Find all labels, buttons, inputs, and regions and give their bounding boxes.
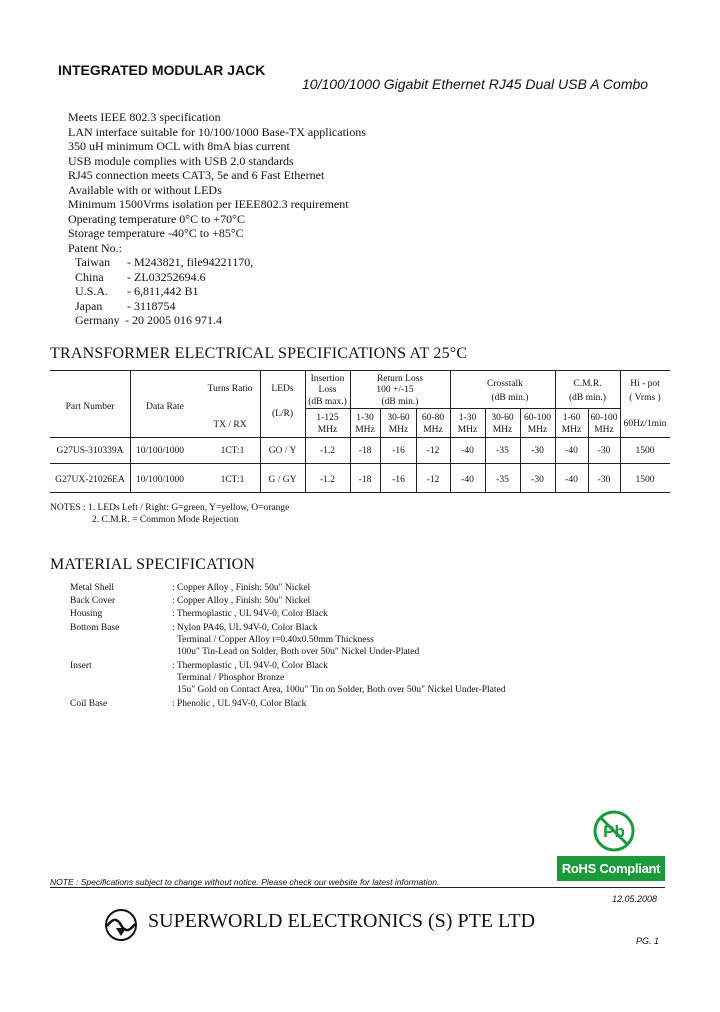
material-name: Insert [70, 661, 92, 671]
rohs-label: RoHS Compliant [557, 856, 665, 881]
header-freq: 1-30 [356, 413, 374, 423]
header-lr: (L/R) [271, 409, 294, 419]
table-rule [50, 437, 670, 438]
header-freq: MHz [594, 425, 614, 435]
material-name: Bottom Base [70, 623, 120, 633]
pb-free-icon [556, 806, 666, 856]
document-subtitle: 10/100/1000 Gigabit Ethernet RJ45 Dual USB A Combo [302, 76, 649, 92]
patent-country: Japan [75, 298, 103, 313]
pb-symbol: Pb [603, 822, 625, 841]
cell-il: -1.2 [319, 446, 336, 456]
cell-hipot: 1500 [635, 475, 655, 485]
table-note: NOTES : 1. LEDs Left / Right: G=green, Y=yellow, O=orange [50, 503, 290, 513]
transformer-section-title: TRANSFORMER ELECTRICAL SPECIFICATIONS AT 25°C [50, 345, 468, 362]
header-freq: 1-30 [458, 413, 477, 423]
material-desc: 100u" Tin-Lead on Solder, Both over 50u" Nickel Under-Plated [177, 647, 420, 657]
material-name: Housing [70, 609, 103, 619]
material-desc: 15u" Gold on Contact Area, 100u" Tin on Solder, Both over 50u" Nickel Under-Plated [177, 685, 506, 695]
cell-cmr: -40 [565, 475, 578, 485]
feature-item: USB module complies with USB 2.0 standards [68, 153, 294, 168]
header-cmr: (dB min.) [569, 393, 606, 403]
header-freq: MHz [561, 425, 582, 435]
table-rule [50, 370, 670, 371]
footer-rule [50, 887, 665, 888]
cell-cmr: -40 [565, 446, 578, 456]
feature-item: 350 uH minimum OCL with 8mA bias current [68, 139, 290, 153]
cell-ct: -30 [531, 446, 544, 456]
cell-ratio: 1CT:1 [220, 446, 245, 456]
header-freq: 60-100 [590, 413, 618, 423]
table-rule [50, 463, 670, 464]
material-desc: Terminal / Phosphor Bronze [177, 673, 285, 683]
patent-number: - ZL03252694.6 [127, 269, 206, 284]
header-freq: MHz [355, 425, 375, 435]
header-freq: 60-80 [421, 413, 445, 423]
header-hipot-freq: 60Hz/1min [623, 419, 667, 429]
material-name: Back Cover [70, 596, 116, 606]
header-freq: 30-60 [387, 413, 410, 423]
feature-item: Minimum 1500Vrms isolation per IEEE802.3 requirement [68, 197, 349, 211]
document-title: INTEGRATED MODULAR JACK [58, 62, 266, 78]
header-hipot: ( Vrms ) [629, 393, 661, 403]
cell-leds: GO / Y [268, 446, 297, 456]
table-rule [480, 408, 620, 409]
cell-rl: -12 [426, 475, 440, 485]
header-tx-rx: TX / RX [213, 420, 247, 430]
header-return-loss: Return Loss [376, 374, 424, 384]
cell-rl: -18 [358, 475, 372, 485]
header-crosstalk: (dB min.) [491, 393, 529, 403]
header-return-loss: 100 +/-15 [376, 385, 414, 395]
header-freq: MHz [457, 425, 478, 435]
cell-rate: 10/100/1000 [135, 446, 185, 456]
material-desc: Terminal / Copper Alloy t=0.40x0.50mm Thickness [177, 635, 374, 645]
header-freq: 30-60 [491, 413, 514, 423]
cell-il: -1.2 [319, 475, 336, 485]
cell-ct: -40 [461, 446, 474, 456]
material-desc: : Copper Alloy , Finish: 50u" Nickel [172, 583, 311, 593]
cell-cmr: -30 [597, 475, 611, 485]
header-leds: LEDs [271, 384, 294, 394]
material-desc: : Thermoplastic , UL 94V-0, Color Black [172, 609, 328, 619]
company-name: SUPERWORLD ELECTRONICS (S) PTE LTD [148, 910, 536, 932]
patent-country: Taiwan [75, 255, 111, 269]
footer-note: NOTE : Specifications subject to change without notice. Please check our website for latest information. [50, 877, 440, 887]
page-number: PG. 1 [636, 936, 660, 946]
table-rule [50, 492, 670, 493]
patent-number: - 20 2005 016 971.4 [125, 313, 222, 327]
patent-number: - M243821, file94221170, [127, 255, 254, 269]
cell-hipot: 1500 [635, 446, 655, 456]
material-desc: : Thermoplastic , UL 94V-0, Color Black [172, 661, 328, 671]
header-freq: 1-60 [562, 413, 581, 423]
header-return-loss: (dB min.) [381, 397, 419, 407]
header-freq: MHz [492, 425, 513, 435]
footer-date: 12.05.2008 [612, 894, 658, 904]
company-logo-icon [102, 906, 140, 944]
material-desc: : Phenolic , UL 94V-0, Color Black [172, 699, 307, 709]
patent-number: - 6,811,442 B1 [127, 284, 199, 298]
material-section-title: MATERIAL SPECIFICATION [50, 556, 256, 573]
cell-rl: -16 [392, 446, 405, 456]
feature-item: Storage temperature -40°C to +85°C [68, 226, 244, 240]
header-freq: MHz [388, 425, 409, 435]
header-hipot: Hi - pot [630, 379, 660, 389]
header-insertion: (dB max.) [308, 397, 347, 407]
header-insertion: Loss [318, 385, 337, 395]
cell-ct: -35 [496, 446, 509, 456]
table-note: 2. C.M.R. = Common Mode Rejection [92, 515, 239, 525]
material-desc: : Copper Alloy , Finish: 50u" Nickel [172, 596, 311, 606]
header-cmr: C.M.R. [573, 379, 602, 389]
feature-item: LAN interface suitable for 10/100/1000 Base-TX applications [68, 124, 366, 139]
header-freq: MHz [527, 425, 548, 435]
cell-rl: -16 [392, 475, 405, 485]
header-freq: 1-125 [316, 413, 339, 423]
cell-rate: 10/100/1000 [135, 475, 185, 485]
header-data-rate: Data Rate [146, 402, 184, 412]
material-name: Metal Shell [70, 583, 115, 593]
cell-part: G27UX-21026EA [55, 475, 125, 485]
cell-ct: -30 [531, 475, 544, 485]
cell-ct: -35 [496, 475, 509, 485]
cell-ratio: 1CT:1 [220, 475, 245, 485]
header-part-number: Part Number [65, 402, 115, 412]
material-name: Coil Base [70, 699, 108, 709]
header-freq: 60-100 [524, 413, 551, 423]
rohs-badge [556, 806, 666, 886]
feature-item: Meets IEEE 802.3 specification [68, 110, 221, 124]
header-freq: MHz [423, 425, 443, 435]
patent-country: Germany [75, 313, 120, 327]
feature-item: Available with or without LEDs [68, 182, 222, 197]
feature-item: RJ45 connection meets CAT3, 5e and 6 Fast Ethernet [68, 168, 325, 182]
material-desc: : Nylon PA46, UL 94V-0, Color Black [172, 623, 318, 633]
cell-cmr: -30 [597, 446, 611, 456]
patent-heading: Patent No.: [68, 241, 122, 255]
cell-ct: -40 [461, 475, 474, 485]
cell-leds: G / GY [268, 475, 297, 485]
header-crosstalk: Crosstalk [487, 379, 523, 389]
patent-country: China [75, 269, 104, 284]
patent-country: U.S.A. [75, 284, 109, 298]
header-turns-ratio: Turns Ratio [207, 384, 253, 394]
header-insertion: Insertion [310, 374, 345, 384]
cell-part: G27US-310339A [56, 446, 124, 456]
table-rule [305, 408, 480, 409]
header-freq: MHz [317, 425, 338, 435]
patent-number: - 3118754 [127, 298, 176, 313]
cell-rl: -12 [426, 446, 440, 456]
cell-rl: -18 [358, 446, 372, 456]
feature-item: Operating temperature 0°C to +70°C [68, 211, 245, 226]
